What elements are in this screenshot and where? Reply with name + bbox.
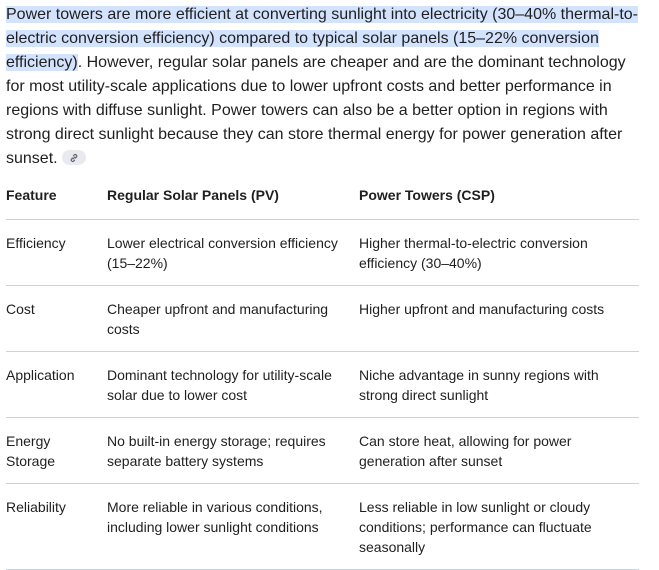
cell-power-towers: Higher thermal-to-electric conversion efficiency (30–40%) <box>359 220 639 286</box>
cell-solar-panels: Cheaper upfront and manufacturing costs <box>107 286 359 352</box>
header-power-towers: Power Towers (CSP) <box>359 179 639 220</box>
header-solar-panels: Regular Solar Panels (PV) <box>107 179 359 220</box>
cell-solar-panels: More reliable in various conditions, including lower sunlight conditions <box>107 484 359 570</box>
cell-solar-panels: Dominant technology for utility-scale solar due to lower cost <box>107 352 359 418</box>
header-feature: Feature <box>6 179 107 220</box>
cell-feature: Efficiency <box>6 220 107 286</box>
cell-feature: Cost <box>6 286 107 352</box>
link-icon <box>69 153 79 163</box>
cell-power-towers: Niche advantage in sunny regions with strong direct sunlight <box>359 352 639 418</box>
cell-power-towers: Higher upfront and manufacturing costs <box>359 286 639 352</box>
paragraph-text: . However, regular solar panels are cheaper and are the dominant technology for most utility-scale applications due to lower upfront costs and better performance in regions with diffuse sunlight. Power towers can also be a better option in regions with strong direct sunlight because they can store thermal energy for power generation after sunset. <box>6 54 626 167</box>
table-row <box>6 352 639 418</box>
comparison-table <box>6 179 639 570</box>
cell-feature: Energy Storage <box>6 418 107 484</box>
table-row <box>6 418 639 484</box>
table-header-row <box>6 179 639 220</box>
cell-feature: Application <box>6 352 107 418</box>
table-row <box>6 286 639 352</box>
answer-paragraph <box>6 0 646 171</box>
cell-solar-panels: Lower electrical conversion efficiency (15–22%) <box>107 220 359 286</box>
cell-power-towers: Less reliable in low sunlight or cloudy conditions; performance can fluctuate seasonally <box>359 484 639 570</box>
highlighted-text[interactable]: Power towers are more efficient at converting sunlight into electricity (30–40% thermal-to-electric conversion efficiency) compared to typical solar panels (15–22% conversion efficiency) <box>6 6 638 71</box>
cell-feature: Reliability <box>6 484 107 570</box>
table-row <box>6 484 639 570</box>
cell-power-towers: Can store heat, allowing for power generation after sunset <box>359 418 639 484</box>
table-row <box>6 220 639 286</box>
source-link-chip[interactable] <box>62 150 86 165</box>
cell-solar-panels: No built-in energy storage; requires separate battery systems <box>107 418 359 484</box>
